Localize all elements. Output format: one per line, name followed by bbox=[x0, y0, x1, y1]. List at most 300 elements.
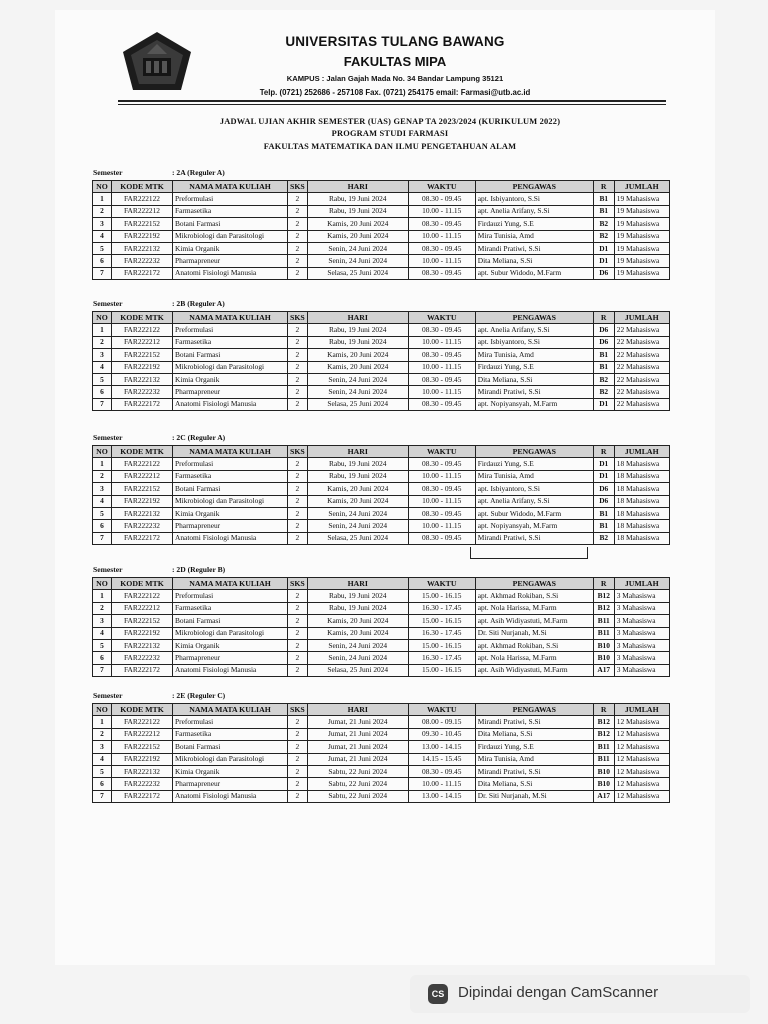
table-row bbox=[93, 361, 670, 373]
cell-sks: 2 bbox=[288, 728, 308, 740]
table-row bbox=[93, 230, 670, 242]
cell-nama-mata-kuliah: Preformulasi bbox=[173, 590, 288, 602]
cell-no: 2 bbox=[93, 728, 112, 740]
column-header-jumlah: JUMLAH bbox=[614, 704, 669, 716]
cell-kode-mtk: FAR222122 bbox=[112, 590, 173, 602]
table-row bbox=[93, 741, 670, 753]
cell-pengawas: Dr. Siti Nurjanah, M.Si bbox=[475, 627, 593, 639]
table-header-row bbox=[93, 181, 670, 193]
cell-hari: Jumat, 21 Juni 2024 bbox=[307, 716, 408, 728]
cell-nama-mata-kuliah: Pharmapreneur bbox=[173, 255, 288, 267]
column-header-pengawas: PENGAWAS bbox=[475, 446, 593, 458]
cell-pengawas: Firdauzi Yung, S.E bbox=[475, 361, 593, 373]
cell-pengawas: apt. Nola Harissa, M.Farm bbox=[475, 602, 593, 614]
table-row bbox=[93, 602, 670, 614]
cell-hari: Sabtu, 22 Juni 2024 bbox=[307, 778, 408, 790]
cell-sks: 2 bbox=[288, 652, 308, 664]
semester-value: : 2C (Reguler A) bbox=[172, 433, 226, 442]
cell-hari: Rabu, 19 Juni 2024 bbox=[307, 336, 408, 348]
cell-pengawas: Mira Tunisia, Amd bbox=[475, 753, 593, 765]
cell-ruang: A17 bbox=[593, 664, 614, 676]
cell-sks: 2 bbox=[288, 741, 308, 753]
cell-no: 2 bbox=[93, 336, 112, 348]
cell-no: 6 bbox=[93, 652, 112, 664]
cell-no: 5 bbox=[93, 507, 112, 519]
semester-label: Semester bbox=[93, 299, 123, 308]
column-header-waktu: WAKTU bbox=[408, 578, 475, 590]
cell-sks: 2 bbox=[288, 242, 308, 254]
cell-hari: Kamis, 20 Juni 2024 bbox=[307, 361, 408, 373]
cell-no: 1 bbox=[93, 193, 112, 205]
cell-waktu: 14.15 - 15.45 bbox=[408, 753, 475, 765]
cell-hari: Kamis, 20 Juni 2024 bbox=[307, 483, 408, 495]
cell-hari: Senin, 24 Juni 2024 bbox=[307, 373, 408, 385]
cell-pengawas: Dita Meliana, S.Si bbox=[475, 255, 593, 267]
cell-pengawas: apt. Subur Widodo, M.Farm bbox=[475, 507, 593, 519]
document-title: JADWAL UJIAN AKHIR SEMESTER (UAS) GENAP TA 2023/2024 (KURIKULUM 2022) bbox=[219, 117, 561, 126]
cell-no: 1 bbox=[93, 458, 112, 470]
camscanner-icon: CS bbox=[428, 984, 448, 1004]
cell-sks: 2 bbox=[288, 664, 308, 676]
column-header-no: NO bbox=[93, 446, 112, 458]
cell-ruang: D1 bbox=[593, 398, 614, 410]
cell-pengawas: Firdauzi Yung, S.E bbox=[475, 458, 593, 470]
cell-kode-mtk: FAR222212 bbox=[112, 470, 173, 482]
cell-hari: Selasa, 25 Juni 2024 bbox=[307, 267, 408, 279]
cell-nama-mata-kuliah: Botani Farmasi bbox=[173, 218, 288, 230]
cell-nama-mata-kuliah: Preformulasi bbox=[173, 458, 288, 470]
table-header-row bbox=[93, 578, 670, 590]
column-header-hari: HARI bbox=[307, 578, 408, 590]
cell-hari: Rabu, 19 Juni 2024 bbox=[307, 458, 408, 470]
cell-no: 4 bbox=[93, 230, 112, 242]
cell-no: 6 bbox=[93, 778, 112, 790]
cell-waktu: 10.00 - 11.15 bbox=[408, 230, 475, 242]
cell-nama-mata-kuliah: Farmasetika bbox=[173, 205, 288, 217]
cell-ruang: A17 bbox=[593, 790, 614, 802]
cell-ruang: B11 bbox=[593, 753, 614, 765]
cell-jumlah: 22 Mahasiswa bbox=[614, 324, 669, 336]
cell-sks: 2 bbox=[288, 336, 308, 348]
cell-pengawas: apt. Asih Widiyastuti, M.Farm bbox=[475, 615, 593, 627]
cell-waktu: 08.30 - 09.45 bbox=[408, 507, 475, 519]
table-row bbox=[93, 507, 670, 519]
cell-no: 4 bbox=[93, 753, 112, 765]
cell-ruang: B11 bbox=[593, 615, 614, 627]
cell-waktu: 08.30 - 09.45 bbox=[408, 458, 475, 470]
cell-nama-mata-kuliah: Pharmapreneur bbox=[173, 386, 288, 398]
header-rule-thin bbox=[118, 104, 666, 105]
cell-hari: Selasa, 25 Juni 2024 bbox=[307, 664, 408, 676]
cell-nama-mata-kuliah: Kimia Organik bbox=[173, 765, 288, 777]
column-header-jumlah: JUMLAH bbox=[614, 312, 669, 324]
cell-ruang: B12 bbox=[593, 602, 614, 614]
cell-waktu: 08.30 - 09.45 bbox=[408, 267, 475, 279]
cell-pengawas: Mirandi Pratiwi, S.Si bbox=[475, 716, 593, 728]
table-row bbox=[93, 639, 670, 651]
cell-sks: 2 bbox=[288, 218, 308, 230]
cell-no: 1 bbox=[93, 590, 112, 602]
camscanner-text: Dipindai dengan CamScanner bbox=[458, 984, 659, 1001]
cell-pengawas: Mirandi Pratiwi, S.Si bbox=[475, 532, 593, 544]
cell-jumlah: 18 Mahasiswa bbox=[614, 483, 669, 495]
cell-no: 7 bbox=[93, 398, 112, 410]
column-header-kode-mtk: KODE MTK bbox=[112, 181, 173, 193]
cell-no: 3 bbox=[93, 483, 112, 495]
column-header-hari: HARI bbox=[307, 312, 408, 324]
cell-hari: Rabu, 19 Juni 2024 bbox=[307, 324, 408, 336]
cell-pengawas: apt. Anelia Arifany, S.Si bbox=[475, 495, 593, 507]
cell-nama-mata-kuliah: Anatomi Fisiologi Manusia bbox=[173, 398, 288, 410]
cell-sks: 2 bbox=[288, 230, 308, 242]
cell-pengawas: Firdauzi Yung, S.E bbox=[475, 218, 593, 230]
column-header-no: NO bbox=[93, 181, 112, 193]
column-header-nama-mata-kuliah: NAMA MATA KULIAH bbox=[173, 181, 288, 193]
cell-no: 6 bbox=[93, 520, 112, 532]
column-header-ruang: R bbox=[593, 446, 614, 458]
cell-hari: Selasa, 25 Juni 2024 bbox=[307, 398, 408, 410]
cell-jumlah: 19 Mahasiswa bbox=[614, 242, 669, 254]
program-title: PROGRAM STUDI FARMASI bbox=[331, 129, 449, 137]
cell-jumlah: 22 Mahasiswa bbox=[614, 386, 669, 398]
cell-sks: 2 bbox=[288, 458, 308, 470]
cell-hari: Senin, 24 Juni 2024 bbox=[307, 242, 408, 254]
cell-waktu: 10.00 - 11.15 bbox=[408, 255, 475, 267]
cell-kode-mtk: FAR222172 bbox=[112, 664, 173, 676]
university-name: UNIVERSITAS TULANG BAWANG bbox=[285, 34, 505, 49]
cell-hari: Sabtu, 22 Juni 2024 bbox=[307, 765, 408, 777]
schedule-table bbox=[92, 180, 670, 280]
cell-sks: 2 bbox=[288, 267, 308, 279]
cell-waktu: 13.00 - 14.15 bbox=[408, 741, 475, 753]
cell-kode-mtk: FAR222132 bbox=[112, 507, 173, 519]
cell-ruang: B2 bbox=[593, 373, 614, 385]
cell-waktu: 16.30 - 17.45 bbox=[408, 652, 475, 664]
cell-pengawas: Dita Meliana, S.Si bbox=[475, 728, 593, 740]
schedule-table bbox=[92, 311, 670, 411]
cell-kode-mtk: FAR222192 bbox=[112, 495, 173, 507]
cell-hari: Sabtu, 22 Juni 2024 bbox=[307, 790, 408, 802]
column-header-jumlah: JUMLAH bbox=[614, 181, 669, 193]
cell-nama-mata-kuliah: Mikrobiologi dan Parasitologi bbox=[173, 361, 288, 373]
cell-no: 2 bbox=[93, 205, 112, 217]
cell-sks: 2 bbox=[288, 639, 308, 651]
faculty-subtitle: FAKULTAS MATEMATIKA DAN ILMU PENGETAHUAN ALAM bbox=[263, 142, 517, 151]
header-rule bbox=[118, 100, 666, 102]
table-header-row bbox=[93, 446, 670, 458]
cell-nama-mata-kuliah: Kimia Organik bbox=[173, 507, 288, 519]
column-header-ruang: R bbox=[593, 312, 614, 324]
cell-pengawas: Dr. Siti Nurjanah, M.Si bbox=[475, 790, 593, 802]
cell-nama-mata-kuliah: Mikrobiologi dan Parasitologi bbox=[173, 495, 288, 507]
cell-nama-mata-kuliah: Farmasetika bbox=[173, 602, 288, 614]
cell-ruang: B1 bbox=[593, 520, 614, 532]
cell-kode-mtk: FAR222152 bbox=[112, 741, 173, 753]
table-row bbox=[93, 753, 670, 765]
cell-no: 7 bbox=[93, 532, 112, 544]
cell-hari: Rabu, 19 Juni 2024 bbox=[307, 205, 408, 217]
table-row bbox=[93, 398, 670, 410]
cell-jumlah: 19 Mahasiswa bbox=[614, 230, 669, 242]
table-row bbox=[93, 386, 670, 398]
cell-waktu: 09.30 - 10.45 bbox=[408, 728, 475, 740]
cell-pengawas: apt. Nola Harissa, M.Farm bbox=[475, 652, 593, 664]
column-header-waktu: WAKTU bbox=[408, 312, 475, 324]
cell-kode-mtk: FAR222232 bbox=[112, 386, 173, 398]
cell-ruang: D6 bbox=[593, 267, 614, 279]
column-header-jumlah: JUMLAH bbox=[614, 578, 669, 590]
cell-jumlah: 3 Mahasiswa bbox=[614, 639, 669, 651]
cell-waktu: 08.30 - 09.45 bbox=[408, 324, 475, 336]
cell-jumlah: 19 Mahasiswa bbox=[614, 267, 669, 279]
table-row bbox=[93, 205, 670, 217]
cell-sks: 2 bbox=[288, 483, 308, 495]
schedule-table bbox=[92, 703, 670, 803]
cell-pengawas: Mirandi Pratiwi, S.Si bbox=[475, 765, 593, 777]
cell-pengawas: apt. Anelia Arifany, S.Si bbox=[475, 324, 593, 336]
cell-nama-mata-kuliah: Preformulasi bbox=[173, 716, 288, 728]
cell-hari: Senin, 24 Juni 2024 bbox=[307, 520, 408, 532]
cell-kode-mtk: FAR222152 bbox=[112, 349, 173, 361]
faculty-name: FAKULTAS MIPA bbox=[343, 54, 447, 69]
cell-pengawas: apt. Subur Widodo, M.Farm bbox=[475, 267, 593, 279]
cell-nama-mata-kuliah: Anatomi Fisiologi Manusia bbox=[173, 664, 288, 676]
cell-ruang: B12 bbox=[593, 716, 614, 728]
schedule-table bbox=[92, 577, 670, 677]
cell-jumlah: 12 Mahasiswa bbox=[614, 765, 669, 777]
cell-jumlah: 22 Mahasiswa bbox=[614, 336, 669, 348]
semester-label: Semester bbox=[93, 565, 123, 574]
cell-nama-mata-kuliah: Botani Farmasi bbox=[173, 615, 288, 627]
cell-hari: Senin, 24 Juni 2024 bbox=[307, 255, 408, 267]
cell-pengawas: apt. Nopiyansyah, M.Farm bbox=[475, 520, 593, 532]
cell-hari: Rabu, 19 Juni 2024 bbox=[307, 193, 408, 205]
column-header-nama-mata-kuliah: NAMA MATA KULIAH bbox=[173, 312, 288, 324]
cell-sks: 2 bbox=[288, 520, 308, 532]
cell-jumlah: 3 Mahasiswa bbox=[614, 615, 669, 627]
column-header-nama-mata-kuliah: NAMA MATA KULIAH bbox=[173, 446, 288, 458]
cell-ruang: D6 bbox=[593, 495, 614, 507]
cell-no: 7 bbox=[93, 267, 112, 279]
cell-pengawas: Dita Meliana, S.Si bbox=[475, 373, 593, 385]
cell-kode-mtk: FAR222132 bbox=[112, 242, 173, 254]
semester-value: : 2D (Reguler B) bbox=[172, 565, 226, 574]
cell-jumlah: 18 Mahasiswa bbox=[614, 532, 669, 544]
column-header-no: NO bbox=[93, 312, 112, 324]
table-row bbox=[93, 470, 670, 482]
column-header-ruang: R bbox=[593, 704, 614, 716]
table-header-row bbox=[93, 704, 670, 716]
cell-pengawas: apt. Nopiyansyah, M.Farm bbox=[475, 398, 593, 410]
table-row bbox=[93, 458, 670, 470]
empty-box bbox=[470, 547, 588, 559]
cell-kode-mtk: FAR222232 bbox=[112, 652, 173, 664]
cell-kode-mtk: FAR222122 bbox=[112, 716, 173, 728]
cell-hari: Kamis, 20 Juni 2024 bbox=[307, 230, 408, 242]
cell-pengawas: apt. Isbiyantoro, S.Si bbox=[475, 336, 593, 348]
cell-nama-mata-kuliah: Kimia Organik bbox=[173, 373, 288, 385]
cell-kode-mtk: FAR222122 bbox=[112, 324, 173, 336]
cell-hari: Kamis, 20 Juni 2024 bbox=[307, 627, 408, 639]
cell-kode-mtk: FAR222132 bbox=[112, 639, 173, 651]
cell-sks: 2 bbox=[288, 507, 308, 519]
cell-jumlah: 3 Mahasiswa bbox=[614, 652, 669, 664]
cell-nama-mata-kuliah: Preformulasi bbox=[173, 324, 288, 336]
cell-ruang: B1 bbox=[593, 205, 614, 217]
cell-waktu: 10.00 - 11.15 bbox=[408, 495, 475, 507]
cell-kode-mtk: FAR222212 bbox=[112, 336, 173, 348]
cell-waktu: 08.30 - 09.45 bbox=[408, 218, 475, 230]
cell-sks: 2 bbox=[288, 324, 308, 336]
cell-ruang: B12 bbox=[593, 590, 614, 602]
cell-hari: Senin, 24 Juni 2024 bbox=[307, 386, 408, 398]
cell-ruang: B10 bbox=[593, 778, 614, 790]
table-row bbox=[93, 242, 670, 254]
cell-kode-mtk: FAR222232 bbox=[112, 778, 173, 790]
cell-jumlah: 12 Mahasiswa bbox=[614, 778, 669, 790]
cell-ruang: B11 bbox=[593, 741, 614, 753]
cell-sks: 2 bbox=[288, 627, 308, 639]
contact-info: Telp. (0721) 252686 - 257108 Fax. (0721) 254175 email: Farmasi@utb.ac.id bbox=[259, 88, 531, 97]
cell-waktu: 15.00 - 16.15 bbox=[408, 639, 475, 651]
table-row bbox=[93, 778, 670, 790]
cell-no: 2 bbox=[93, 470, 112, 482]
cell-jumlah: 12 Mahasiswa bbox=[614, 728, 669, 740]
table-row bbox=[93, 765, 670, 777]
cell-ruang: B11 bbox=[593, 627, 614, 639]
column-header-kode-mtk: KODE MTK bbox=[112, 312, 173, 324]
cell-sks: 2 bbox=[288, 590, 308, 602]
cell-jumlah: 22 Mahasiswa bbox=[614, 398, 669, 410]
semester-label: Semester bbox=[93, 691, 123, 700]
column-header-kode-mtk: KODE MTK bbox=[112, 446, 173, 458]
cell-kode-mtk: FAR222212 bbox=[112, 602, 173, 614]
column-header-ruang: R bbox=[593, 181, 614, 193]
cell-nama-mata-kuliah: Anatomi Fisiologi Manusia bbox=[173, 532, 288, 544]
cell-jumlah: 3 Mahasiswa bbox=[614, 590, 669, 602]
cell-sks: 2 bbox=[288, 716, 308, 728]
cell-waktu: 08.30 - 09.45 bbox=[408, 398, 475, 410]
column-header-ruang: R bbox=[593, 578, 614, 590]
cell-ruang: B1 bbox=[593, 507, 614, 519]
university-logo bbox=[121, 30, 193, 92]
cell-waktu: 08.30 - 09.45 bbox=[408, 373, 475, 385]
cell-pengawas: Mirandi Pratiwi, S.Si bbox=[475, 242, 593, 254]
cell-no: 6 bbox=[93, 386, 112, 398]
table-row bbox=[93, 664, 670, 676]
table-row bbox=[93, 716, 670, 728]
table-row bbox=[93, 532, 670, 544]
cell-ruang: B10 bbox=[593, 765, 614, 777]
column-header-no: NO bbox=[93, 578, 112, 590]
column-header-pengawas: PENGAWAS bbox=[475, 704, 593, 716]
table-row bbox=[93, 336, 670, 348]
column-header-no: NO bbox=[93, 704, 112, 716]
cell-kode-mtk: FAR222232 bbox=[112, 520, 173, 532]
cell-hari: Kamis, 20 Juni 2024 bbox=[307, 495, 408, 507]
cell-sks: 2 bbox=[288, 790, 308, 802]
cell-hari: Rabu, 19 Juni 2024 bbox=[307, 590, 408, 602]
column-header-sks: SKS bbox=[288, 181, 308, 193]
table-row bbox=[93, 615, 670, 627]
cell-waktu: 16.30 - 17.45 bbox=[408, 627, 475, 639]
cell-no: 5 bbox=[93, 373, 112, 385]
cell-jumlah: 19 Mahasiswa bbox=[614, 255, 669, 267]
cell-pengawas: apt. Asih Widiyastuti, M.Farm bbox=[475, 664, 593, 676]
cell-waktu: 15.00 - 16.15 bbox=[408, 664, 475, 676]
cell-pengawas: Mira Tunisia, Amd bbox=[475, 470, 593, 482]
column-header-pengawas: PENGAWAS bbox=[475, 578, 593, 590]
cell-waktu: 08.30 - 09.45 bbox=[408, 483, 475, 495]
column-header-sks: SKS bbox=[288, 446, 308, 458]
cell-kode-mtk: FAR222152 bbox=[112, 483, 173, 495]
cell-jumlah: 19 Mahasiswa bbox=[614, 205, 669, 217]
cell-jumlah: 18 Mahasiswa bbox=[614, 458, 669, 470]
cell-no: 4 bbox=[93, 361, 112, 373]
cell-waktu: 15.00 - 16.15 bbox=[408, 615, 475, 627]
cell-nama-mata-kuliah: Kimia Organik bbox=[173, 242, 288, 254]
column-header-sks: SKS bbox=[288, 312, 308, 324]
cell-jumlah: 19 Mahasiswa bbox=[614, 193, 669, 205]
cell-nama-mata-kuliah: Botani Farmasi bbox=[173, 349, 288, 361]
cell-no: 4 bbox=[93, 627, 112, 639]
table-row bbox=[93, 324, 670, 336]
cell-hari: Kamis, 20 Juni 2024 bbox=[307, 349, 408, 361]
cell-hari: Kamis, 20 Juni 2024 bbox=[307, 615, 408, 627]
cell-kode-mtk: FAR222212 bbox=[112, 205, 173, 217]
cell-nama-mata-kuliah: Farmasetika bbox=[173, 728, 288, 740]
cell-hari: Senin, 24 Juni 2024 bbox=[307, 639, 408, 651]
semester-value: : 2A (Reguler A) bbox=[172, 168, 225, 177]
column-header-waktu: WAKTU bbox=[408, 181, 475, 193]
column-header-pengawas: PENGAWAS bbox=[475, 181, 593, 193]
cell-no: 1 bbox=[93, 716, 112, 728]
cell-no: 2 bbox=[93, 602, 112, 614]
cell-pengawas: Firdauzi Yung, S.E bbox=[475, 741, 593, 753]
cell-waktu: 10.00 - 11.15 bbox=[408, 778, 475, 790]
cell-jumlah: 18 Mahasiswa bbox=[614, 495, 669, 507]
cell-kode-mtk: FAR222132 bbox=[112, 373, 173, 385]
table-row bbox=[93, 349, 670, 361]
cell-nama-mata-kuliah: Anatomi Fisiologi Manusia bbox=[173, 790, 288, 802]
cell-nama-mata-kuliah: Mikrobiologi dan Parasitologi bbox=[173, 230, 288, 242]
cell-ruang: D6 bbox=[593, 336, 614, 348]
cell-pengawas: apt. Akhmad Rokiban, S.Si bbox=[475, 639, 593, 651]
cell-kode-mtk: FAR222192 bbox=[112, 627, 173, 639]
column-header-hari: HARI bbox=[307, 181, 408, 193]
table-row bbox=[93, 790, 670, 802]
cell-waktu: 10.00 - 11.15 bbox=[408, 361, 475, 373]
cell-jumlah: 18 Mahasiswa bbox=[614, 520, 669, 532]
cell-ruang: D1 bbox=[593, 458, 614, 470]
cell-waktu: 08.30 - 09.45 bbox=[408, 242, 475, 254]
cell-waktu: 10.00 - 11.15 bbox=[408, 386, 475, 398]
cell-sks: 2 bbox=[288, 398, 308, 410]
cell-no: 5 bbox=[93, 639, 112, 651]
cell-no: 7 bbox=[93, 790, 112, 802]
cell-nama-mata-kuliah: Mikrobiologi dan Parasitologi bbox=[173, 627, 288, 639]
cell-no: 7 bbox=[93, 664, 112, 676]
cell-ruang: B10 bbox=[593, 639, 614, 651]
cell-ruang: D1 bbox=[593, 470, 614, 482]
table-row bbox=[93, 267, 670, 279]
cell-nama-mata-kuliah: Farmasetika bbox=[173, 336, 288, 348]
cell-ruang: B10 bbox=[593, 652, 614, 664]
column-header-kode-mtk: KODE MTK bbox=[112, 704, 173, 716]
cell-ruang: D1 bbox=[593, 255, 614, 267]
column-header-kode-mtk: KODE MTK bbox=[112, 578, 173, 590]
cell-sks: 2 bbox=[288, 765, 308, 777]
